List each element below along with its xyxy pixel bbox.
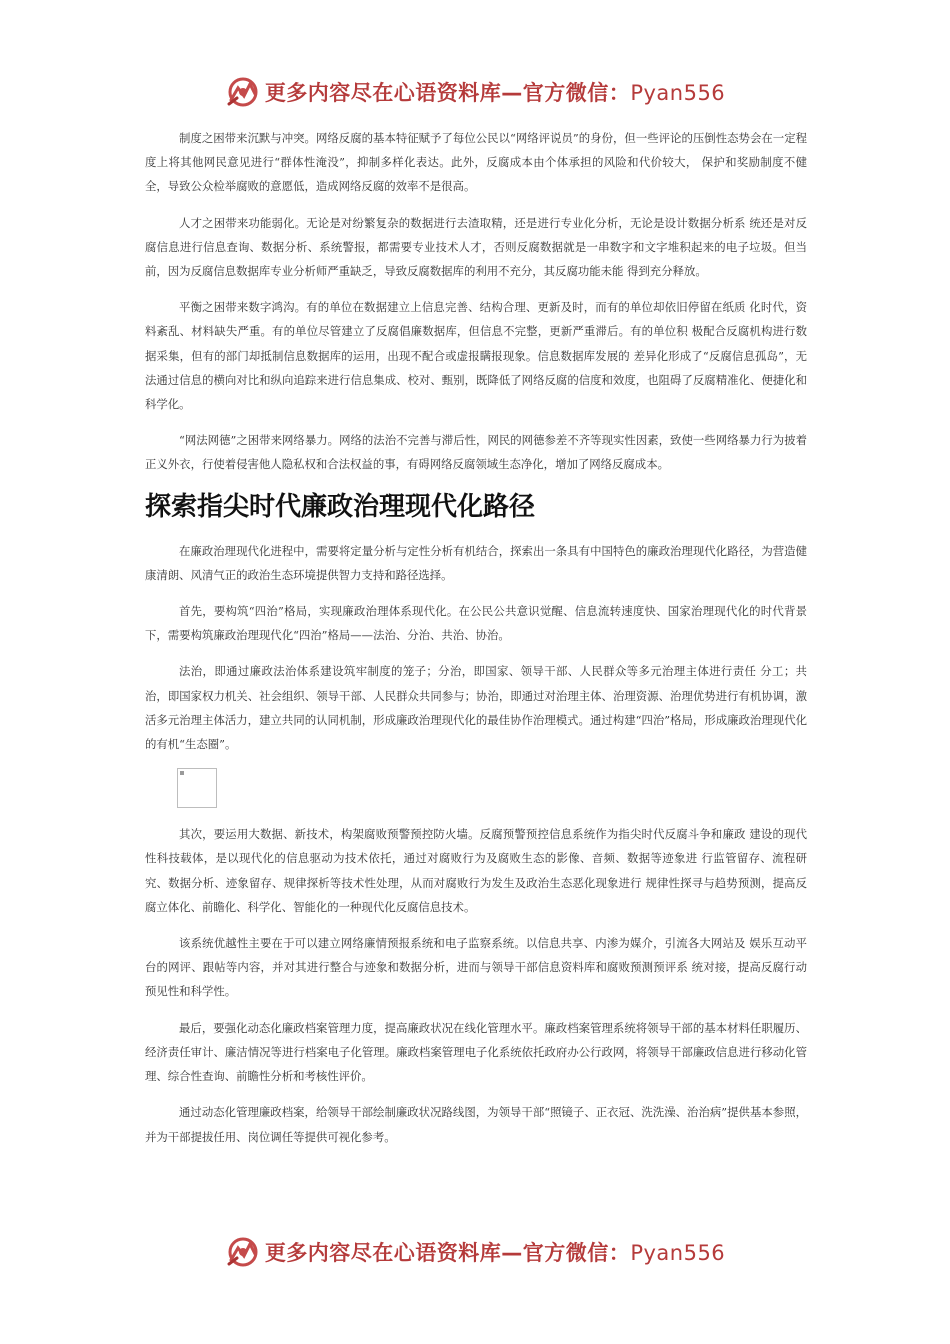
header-banner [0, 72, 950, 112]
paragraph: 其次，要运用大数据、新技术，构架腐败预警预控防火墙。反腐预警预控信息系统作为指尖时代反腐斗争和廉政 建设的现代性科技载体，是以现代化的信息驱动为技术依托，通过对腐败行为及腐败生态的影像、音频、数据等迹象进 行监管留存、流程研究、数据分析、迹象留存、规律探析等技术性处理，从而对腐败行为发生及政治生态恶化现象进行 规律性探寻与趋势预测，提高反腐立体化、前瞻化、科学化、智能化的一种现代化反腐信息技术。 [145, 827, 807, 914]
paragraph: 平衡之困带来数字鸿沟。有的单位在数据建立上信息完善、结构合理、更新及时，而有的单位却依旧停留在纸质 化时代，资料紊乱、材料缺失严重。有的单位尽管建立了反腐倡廉数据库，但信息不完整，更新严重滞后。有的单位积 极配合反腐机构进行数据采集，但有的部门却抵制信息数据库的运用，出现不配合或虚报瞒报现象。信息数据库发展的 差异化形成了“反腐信息孤岛”，无法通过信息的横向对比和纵向追踪来进行信息集成、校对、甄别，既降低了网络反腐的信度和效度，也阻碍了反腐精准化、便捷化和科学化。 [145, 300, 807, 412]
paragraph: 在廉政治理现代化进程中，需要将定量分析与定性分析有机结合，探索出一条具有中国特色的廉政治理现代化路径，为营造健康清朗、风清气正的政治生态环境提供智力支持和路径选择。 [145, 543, 807, 582]
paragraph: 制度之困带来沉默与冲突。网络反腐的基本特征赋予了每位公民以“网络评说员”的身份，但一些评论的压倒性态势会在一定程度上将其他网民意见进行“群体性淹没”，抑制多样化表达。此外，反腐成本由个体承担的风险和代价较大， 保护和奖励制度不健全，导致公众检举腐败的意愿低，造成网络反腐的效率不是很高。 [145, 131, 807, 194]
section-title: 探索指尖时代廉政治理现代化路径 [145, 491, 536, 522]
ribbon-logo-icon [225, 74, 261, 110]
banner-text [265, 77, 725, 107]
footer-banner [0, 1232, 950, 1272]
paragraph: 最后，要强化动态化廉政档案管理力度，提高廉政状况在线化管理水平。廉政档案管理系统将领导干部的基本材料任职履历、经济责任审计、廉洁情况等进行档案电子化管理。廉政档案管理电子化系统依托政府办公行政网，将领导干部廉政信息进行移动化管理、综合性查询、前瞻性分析和考核性评价。 [145, 1020, 807, 1084]
paragraph: 通过动态化管理廉政档案，给领导干部绘制廉政状况路线图，为领导干部“照镜子、正衣冠、洗洗澡、治治病”提供基本参照，并为干部提拔任用、岗位调任等提供可视化参考。 [145, 1105, 807, 1144]
wechat-handle: Pyan556 [630, 1241, 726, 1265]
ribbon-logo-icon [225, 1234, 261, 1270]
paragraph: 人才之困带来功能弱化。无论是对纷繁复杂的数据进行去渣取精，还是进行专业化分析，无论是设计数据分析系 统还是对反腐信息进行信息查询、数据分析、系统警报，都需要专业技术人才，否则反腐数据就是一串数字和文字堆积起来的电子垃圾。但当前，因为反腐信息数据库专业分析师严重缺乏，导致反腐数据库的利用不充分，其反腐功能未能 得到充分释放。 [145, 215, 807, 279]
banner-label: 更多内容尽在心语资料库—官方微信： [264, 1241, 631, 1265]
image-placeholder [177, 768, 217, 808]
paragraph: 首先，要构筑“四治”格局，实现廉政治理体系现代化。在公民公共意识觉醒、信息流转速度快、国家治理现代化的时代背景下，需要构筑廉政治理现代化“四治”格局——法治、分治、共治、协治。 [145, 604, 807, 643]
banner-label: 更多内容尽在心语资料库—官方微信： [264, 81, 631, 105]
wechat-handle: Pyan556 [630, 81, 726, 105]
broken-image-icon [180, 771, 184, 775]
article-body [145, 126, 807, 1161]
paragraph: 法治，即通过廉政法治体系建设筑牢制度的笼子；分治，即国家、领导干部、人民群众等多元治理主体进行责任 分工；共治，即国家权力机关、社会组织、领导干部、人民群众共同参与；协治，即通过对治理主体、治理资源、治理优势进行有机协调，激活多元治理主体活力，建立共同的认同机制，形成廉政治理现代化的最佳协作治理模式。通过构建“四治”格局，形成廉政治理现代化的有机“生态圈”。 [145, 664, 807, 752]
paragraph: 该系统优越性主要在于可以建立网络廉情预报系统和电子监察系统。以信息共享、内渗为媒介，引流各大网站及 娱乐互动平台的网评、跟帖等内容，并对其进行整合与迹象和数据分析，进而与领导干部信息资料库和腐败预测预评系 统对接，提高反腐行动预见性和科学性。 [145, 936, 807, 999]
banner-text [265, 1237, 725, 1267]
paragraph: “网法网德”之困带来网络暴力。网络的法治不完善与滞后性，网民的网德参差不齐等现实性因素，致使一些网络暴力行为披着正义外衣，行使着侵害他人隐私权和合法权益的事，有碍网络反腐领域生态净化，增加了网络反腐成本。 [145, 433, 807, 472]
